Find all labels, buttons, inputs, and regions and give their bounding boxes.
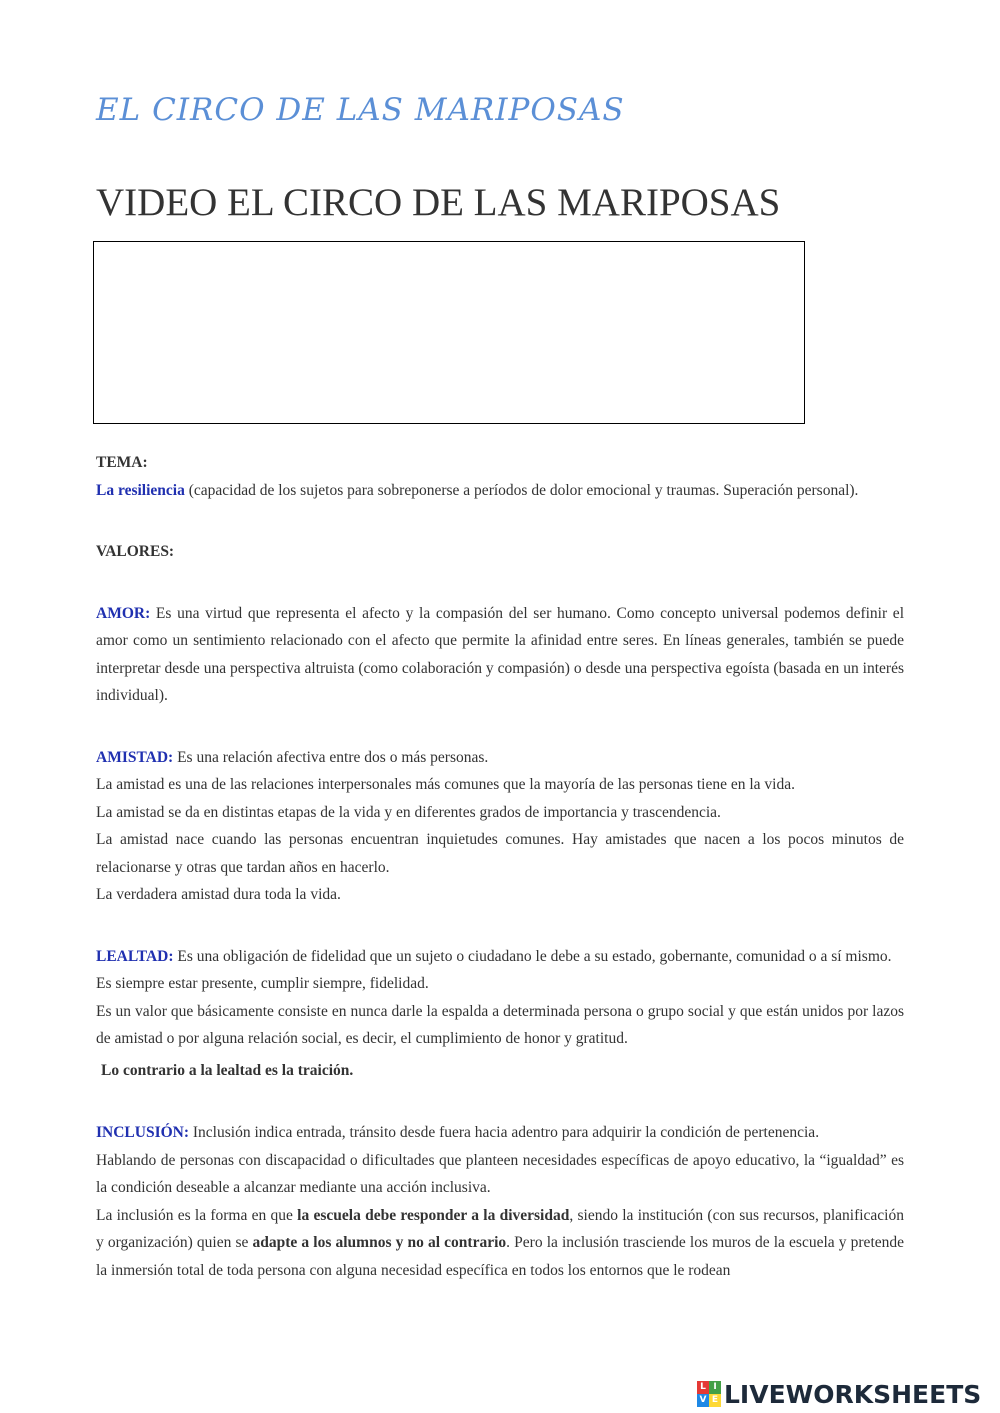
- tema-heading: TEMA:: [96, 454, 148, 471]
- lealtad-line: Es un valor que básicamente consiste en nunca darle la espalda a determinada persona o grupo social y que están unidos por lazos de amistad o por alguna relación social, es decir, el cumplimiento de honor y gratitud.: [96, 1002, 904, 1047]
- logo-letter-i: I: [709, 1381, 721, 1394]
- lealtad-term: LEALTAD:: [96, 947, 174, 965]
- liveworksheets-logo[interactable]: [697, 1378, 981, 1410]
- logo-text: LIVEWORKSHEETS: [724, 1379, 982, 1409]
- tema-term: La resiliencia: [96, 481, 185, 499]
- lealtad-paragraph: [96, 943, 904, 971]
- valores-heading: VALORES:: [96, 543, 175, 560]
- inclusion-paragraph-3: [96, 1202, 904, 1285]
- lealtad-text: Es una obligación de fidelidad que un sujeto o ciudadano le debe a su estado, gobernante, comunidad o a sí mismo.: [173, 947, 892, 965]
- inclusion-text-c: , siendo la institución (con sus recursos, planificación y organización) quien se: [96, 1206, 904, 1251]
- lealtad-conclusion: Lo contrario a la lealtad es la traición.: [101, 1061, 354, 1079]
- inclusion-term: INCLUSIÓN:: [96, 1124, 190, 1141]
- amistad-text: Es una relación afectiva entre dos o más personas.: [173, 748, 489, 766]
- amistad-line: La amistad es una de las relaciones interpersonales más comunes que la mayoría de las personas tiene en la vida.: [96, 776, 795, 793]
- liveworksheets-logo-icon: [697, 1381, 721, 1407]
- amor-paragraph: [96, 600, 904, 710]
- video-heading: VIDEO EL CIRCO DE LAS MARIPOSAS: [96, 181, 781, 224]
- inclusion-text-e: . Pero la inclusión trasciende los muros de la escuela y pretende la inmersión total de toda persona con alguna necesidad específica en todos los entornos que le rodean: [96, 1234, 905, 1279]
- logo-letter-e: E: [709, 1394, 721, 1407]
- video-embed-frame[interactable]: [93, 241, 805, 424]
- inclusion-line: Hablando de personas con discapacidad o dificultades que planteen necesidades específicas de apoyo educativo, la “igualdad” es la condición deseable a alcanzar mediante una acción inclusiva.: [96, 1151, 904, 1196]
- amistad-term: AMISTAD:: [96, 748, 174, 766]
- inclusion-emphasis-2: adapte a los alumnos y no al contrario: [252, 1234, 507, 1251]
- inclusion-text: Inclusión indica entrada, tránsito desde fuera hacia adentro para adquirir la condición de pertenencia.: [189, 1124, 820, 1141]
- amistad-paragraph: [96, 744, 904, 772]
- inclusion-text-a: La inclusión es la forma en que: [96, 1206, 298, 1224]
- tema-text: (capacidad de los sujetos para sobreponerse a períodos de dolor emocional y traumas. Superación personal).: [184, 481, 859, 499]
- page-title: EL CIRCO DE LAS MARIPOSAS: [96, 92, 625, 128]
- lealtad-line: Es siempre estar presente, cumplir siempre, fidelidad.: [96, 975, 429, 992]
- worksheet-content: [96, 449, 904, 1284]
- logo-letter-l: L: [697, 1381, 709, 1394]
- amistad-line: La verdadera amistad dura toda la vida.: [96, 886, 341, 903]
- logo-letter-v: V: [697, 1394, 709, 1407]
- tema-paragraph: [96, 477, 904, 505]
- amor-text: Es una virtud que representa el afecto y la compasión del ser humano. Como concepto universal podemos definir el amor como un sentimiento relacionado con el afecto que permite la afinidad entre seres. En líneas generales, también se puede interpretar desde una perspectiva altruista (como colaboración y compasión) o desde una perspectiva egoísta (basada en un interés individual).: [96, 604, 904, 704]
- amor-term: AMOR:: [96, 604, 151, 622]
- inclusion-paragraph: [96, 1119, 904, 1147]
- inclusion-emphasis-1: la escuela debe responder a la diversidad: [297, 1206, 570, 1224]
- amistad-line: La amistad se da en distintas etapas de la vida y en diferentes grados de importancia y trascendencia.: [96, 803, 721, 821]
- amistad-line: La amistad nace cuando las personas encuentran inquietudes comunes. Hay amistades que nacen a los pocos minutos de relacionarse y otras que tardan años en hacerlo.: [96, 831, 904, 876]
